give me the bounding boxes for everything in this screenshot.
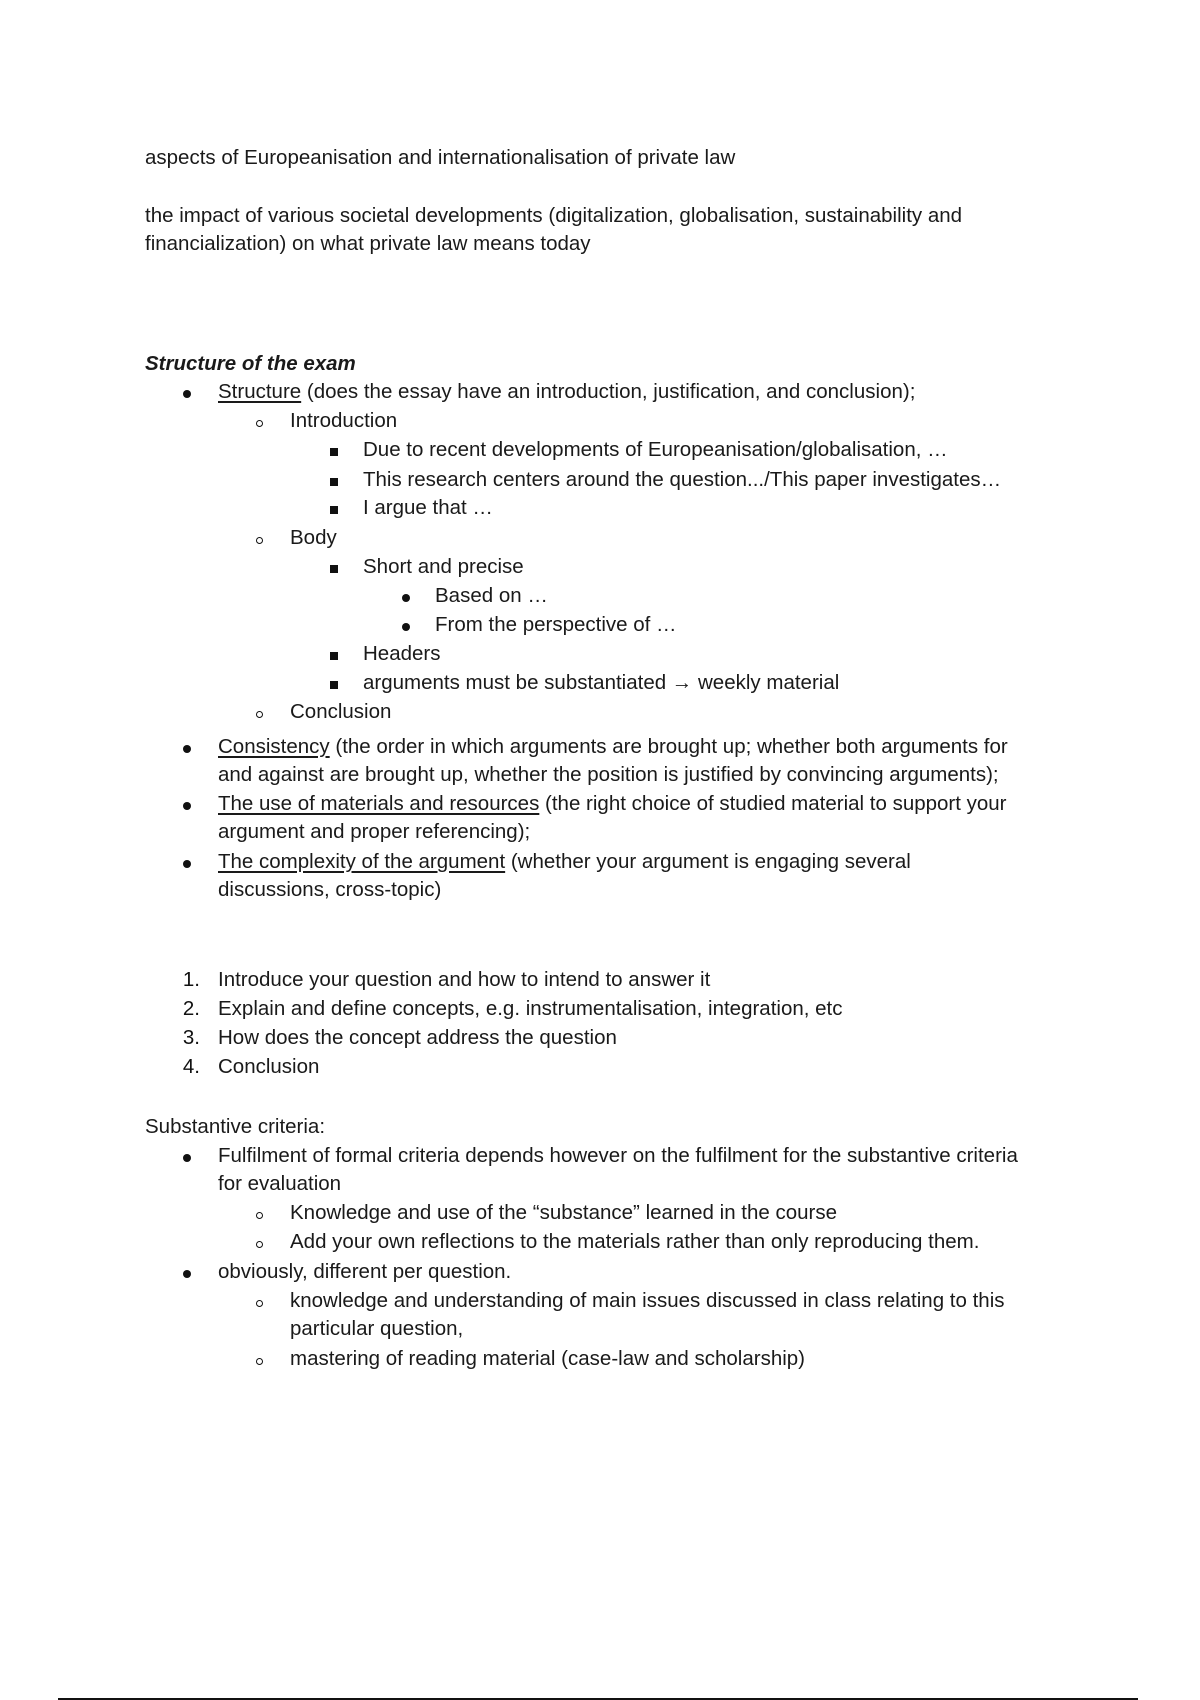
bullet-disc-icon [402,611,410,639]
step-number: 2. [182,997,200,1020]
bullet-circle-icon [256,1287,263,1315]
bullet-square-icon [330,494,338,522]
bullet-disc-icon [183,378,191,406]
intro-line-1: aspects of Europeanisation and internationalisation of private law [145,146,736,169]
conclusion-label: Conclusion [290,700,392,723]
substantive-b1-item-1: Knowledge and use of the “substance” learned in the course [290,1201,838,1224]
introduction-label: Introduction [290,409,398,432]
consistency-item [218,733,1008,761]
substantive-b2-item-1a: knowledge and understanding of main issues discussed in class relating to this [290,1289,1005,1312]
step-number: 4. [182,1055,200,1078]
materials-rest-a: (the right choice of studied material to support your [539,792,1007,815]
materials-rest-b: argument and proper referencing); [218,820,531,843]
intro-item-2: This research centers around the question.../This paper investigates… [363,468,1002,491]
complexity-label: The complexity of the argument [218,850,506,873]
step-item-4: Conclusion [218,1055,320,1078]
bullet-square-icon [330,436,338,464]
bullet-disc-icon [183,790,191,818]
step-item-1: Introduce your question and how to intend to answer it [218,968,711,991]
materials-item [218,790,1007,818]
step-item-2: Explain and define concepts, e.g. instrumentalisation, integration, etc [218,997,843,1020]
consistency-rest-b: and against are brought up, whether the position is justified by convincing arguments); [218,763,999,786]
complexity-rest-b: discussions, cross-topic) [218,878,442,901]
bullet-circle-icon [256,1199,263,1227]
substantive-b1b: for evaluation [218,1172,342,1195]
bullet-disc-icon [183,1142,191,1170]
bullet-circle-icon [256,1345,263,1373]
substantive-b2-item-1b: particular question, [290,1317,464,1340]
bullet-circle-icon [256,698,263,726]
bullet-disc-icon [183,848,191,876]
arguments-item: arguments must be substantiated → weekly material [363,671,840,694]
structure-label: Structure [218,380,302,403]
consistency-label: Consistency [218,735,330,758]
bullet-square-icon [330,640,338,668]
bullet-disc-icon [402,582,410,610]
bullet-disc-icon [183,1258,191,1286]
bullet-square-icon [330,669,338,697]
intro-line-2a: the impact of various societal developments (digitalization, globalisation, sustainability and [145,204,963,227]
materials-label: The use of materials and resources [218,792,540,815]
bullet-square-icon [330,553,338,581]
structure-rest: (does the essay have an introduction, justification, and conclusion); [301,380,916,403]
intro-item-3: I argue that … [363,496,493,519]
complexity-rest-a: (whether your argument is engaging several [505,850,911,873]
short-precise: Short and precise [363,555,524,578]
substantive-b1a: Fulfilment of formal criteria depends however on the fulfilment for the substantive criteria [218,1144,1018,1167]
complexity-item [218,848,911,876]
exam-heading: Structure of the exam [145,352,356,375]
headers-item: Headers [363,642,441,665]
short-item-1: Based on … [435,584,548,607]
step-item-3: How does the concept address the question [218,1026,617,1049]
bullet-circle-icon [256,1228,263,1256]
body-label: Body [290,526,337,549]
step-number: 1. [182,968,200,991]
substantive-b2: obviously, different per question. [218,1260,512,1283]
bullet-square-icon [330,466,338,494]
consistency-rest-a: (the order in which arguments are brought up; whether both arguments for [329,735,1008,758]
substantive-b1-item-2: Add your own reflections to the materials rather than only reproducing them. [290,1230,980,1253]
short-item-2: From the perspective of … [435,613,677,636]
step-number: 3. [182,1026,200,1049]
bullet-circle-icon [256,407,263,435]
intro-item-1: Due to recent developments of Europeanisation/globalisation, … [363,438,948,461]
substantive-b2-item-2: mastering of reading material (case-law and scholarship) [290,1347,806,1370]
bullet-disc-icon [183,733,191,761]
structure-item [218,378,915,406]
substantive-heading: Substantive criteria: [145,1115,326,1138]
bullet-circle-icon [256,524,263,552]
intro-line-2b: financialization) on what private law means today [145,232,591,255]
